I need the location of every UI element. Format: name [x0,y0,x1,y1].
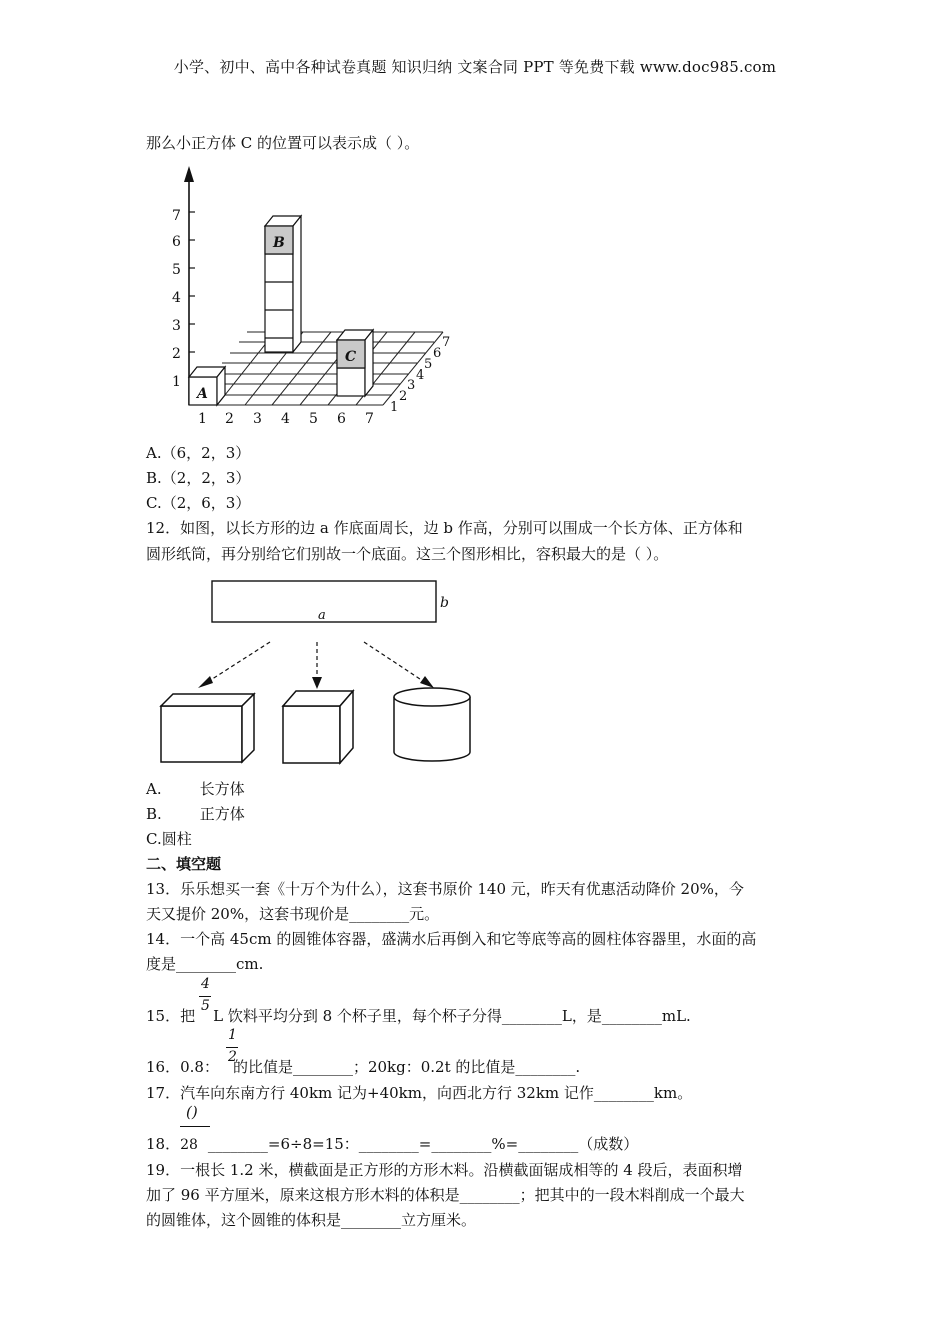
q15-fraction-denominator: 5 [201,998,210,1014]
x-tick: 5 [309,411,318,427]
y-tick: 3 [172,318,181,334]
z-tick: 1 [390,400,399,415]
q12-option-b: B. 正方体 [146,805,245,823]
x-tick: 7 [365,411,374,427]
y-tick: 6 [172,234,181,250]
q11-coordinate-figure [168,160,468,430]
q11-option-c: C.（2，6，3） [146,494,251,512]
q12-figure [150,575,490,770]
q18-fraction-bar [180,1126,210,1127]
label-a: a [318,608,326,623]
cube-c-label: C [345,349,357,365]
y-tick: 2 [172,346,181,362]
z-tick: 4 [416,368,425,383]
z-tick: 6 [433,346,442,361]
q18-line: 18．28 ________=6÷8=15：________=________%=________（成数） [146,1135,639,1153]
q12-stem-line1: 12．如图，以长方形的边 a 作底面周长，边 b 作高，分别可以围成一个长方体、正方体和 [146,519,743,537]
q11-option-a: A.（6，2，3） [146,444,251,462]
x-tick: 2 [225,411,234,427]
x-tick: 3 [253,411,262,427]
label-b: b [440,595,449,611]
y-tick: 4 [172,290,181,306]
q14-line2: 度是________cm. [146,955,264,973]
page-header: 小学、初中、高中各种试卷真题 知识归纳 文案合同 PPT 等免费下载 www.doc985.com [173,58,777,76]
q13-line1: 13．乐乐想买一套《十万个为什么），这套书原价 140 元，昨天有优惠活动降价 20%，今 [146,880,744,898]
q12-option-a: A. 长方体 [146,780,245,798]
cube-b-label: B [273,235,285,251]
q18-fraction-numerator: () [186,1103,198,1121]
q11-stem: 那么小正方体 C 的位置可以表示成（ ）。 [146,134,420,152]
q16-fraction-bar [226,1047,238,1048]
z-tick: 5 [424,357,433,372]
z-tick: 3 [407,378,416,393]
q17-line: 17．汽车向东南方行 40km 记为+40km，向西北方行 32km 记作________km。 [146,1084,693,1102]
q19-line3: 的圆锥体，这个圆锥的体积是________立方厘米。 [146,1211,477,1229]
q19-line1: 19．一根长 1.2 米，横截面是正方形的方形木料。沿横截面锯成相等的 4 段后，表面积增 [146,1161,743,1179]
q15-fraction-bar [199,996,211,997]
q12-stem-line2: 圆形纸筒，再分别给它们别故一个底面。这三个图形相比，容积最大的是（ ）。 [146,545,669,563]
q19-line2: 加了 96 平方厘米，原来这根方形木料的体积是________；把其中的一段木料削成一个最大 [146,1186,745,1204]
x-tick: 1 [198,411,207,427]
q15-line: 15．把 L 饮料平均分到 8 个杯子里，每个杯子分得________L，是________mL. [146,1007,691,1025]
x-tick: 4 [281,411,290,427]
q16-fraction-numerator: 1 [228,1027,237,1043]
q16-fraction-denominator: 2 [228,1049,237,1065]
z-tick: 2 [399,389,408,404]
y-tick: 5 [172,262,181,278]
q14-line1: 14．一个高 45cm 的圆锥体容器，盛满水后再倒入和它等底等高的圆柱体容器里，水面的高 [146,930,757,948]
cube-a-label: A [197,386,208,402]
q11-option-b: B.（2，2，3） [146,469,251,487]
section-title: 二、填空题 [146,855,222,873]
y-tick: 7 [172,208,181,224]
q16-line: 16．0.8： 的比值是________；20kg：0.2t 的比值是________. [146,1058,581,1076]
q12-option-c: C.圆柱 [146,830,192,848]
x-tick: 6 [337,411,346,427]
y-tick: 1 [172,374,181,390]
z-tick: 7 [442,335,451,350]
q15-fraction-numerator: 4 [201,976,210,992]
q13-line2: 天又提价 20%，这套书现价是________元。 [146,905,440,923]
